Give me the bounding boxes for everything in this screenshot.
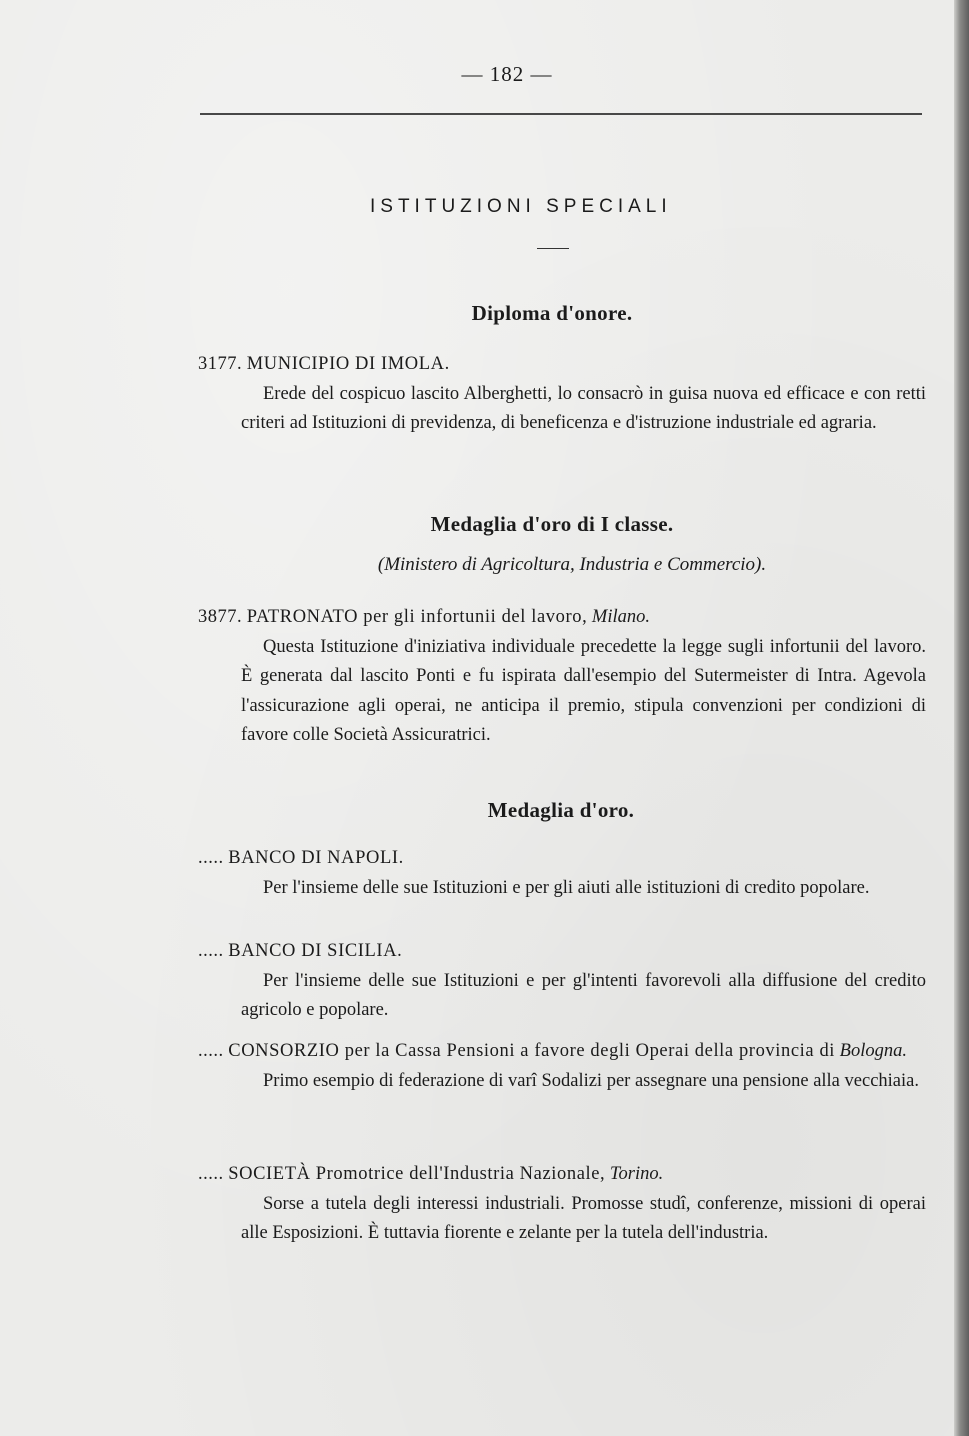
entry-headline — [198, 1037, 926, 1067]
ministry-note: (Ministero di Agricoltura, Industria e Commercio). — [377, 554, 767, 575]
entry-place: Bologna. — [839, 1041, 907, 1061]
entry-description: Per l'insieme delle sue Istituzioni e per gli aiuti alle istituzioni di credito popolare. — [263, 877, 870, 898]
entry-description: Erede del cospicuo lascito Alberghetti, lo consacrò in guisa nuova ed efficace e con retti criteri ad Istituzioni di previdenza, di beneficenza e d'istruzione industriale ed agraria. — [241, 383, 926, 433]
entry-name: BANCO DI NAPOLI. — [228, 848, 404, 868]
entry-description: Per l'insieme delle sue Istituzioni e per gl'intenti favorevoli alla diffusione del credito agricolo e popolare. — [241, 970, 926, 1020]
page-number: — 182 — — [461, 62, 553, 86]
entry-number: ..... — [198, 848, 224, 868]
section-divider — [537, 248, 569, 249]
entry-number: ..... — [198, 1164, 224, 1184]
entry-number: 3877. — [198, 607, 243, 627]
entry-name: BANCO DI SICILIA. — [228, 941, 403, 961]
entry-banco-sicilia — [198, 937, 926, 1026]
entry-description: Sorse a tutela degli interessi industriali. Promosse studî, conferenze, missioni di operai alle Esposizioni. È tuttavia fiorente e zelante per la tutela dell'industria. — [241, 1193, 926, 1243]
entry-number: ..... — [198, 1041, 224, 1061]
entry-place: Torino. — [609, 1164, 664, 1184]
entry-number: ..... — [198, 941, 224, 961]
page-edge-shadow — [954, 0, 969, 1436]
award-gold-first-class-heading: Medaglia d'oro di I classe. — [430, 512, 674, 536]
entry-description: Questa Istituzione d'iniziativa individuale precedette la legge sugli infortunii del lavoro. È generata dal lascito Ponti e fu ispirata dall'esempio del Sutermeister di Intra. Agevola l'assicurazione agli operai, ne anticipa il premio, stipula convenzioni per condizioni di favore colle Società Assicuratrici. — [241, 636, 926, 745]
award-diploma-heading: Diploma d'onore. — [471, 301, 633, 325]
entry-headline — [198, 937, 926, 967]
entry-headline — [198, 844, 926, 874]
entry-name: CONSORZIO per la Cassa Pensioni a favore degli Operai della provincia di — [228, 1041, 836, 1061]
entry-number: 3177. — [198, 354, 243, 374]
entry-description: Primo esempio di federazione di varî Sodalizi per assegnare una pensione alla vecchiaia. — [263, 1070, 919, 1091]
entry-headline — [198, 1160, 926, 1190]
entry-name: PATRONATO per gli infortunii del lavoro, — [246, 607, 588, 627]
entry-name: SOCIETÀ Promotrice dell'Industria Nazionale, — [228, 1164, 606, 1184]
entry-name: MUNICIPIO DI IMOLA. — [246, 354, 450, 374]
header-rule — [200, 113, 922, 115]
entry-patronato-milano — [198, 603, 926, 751]
entry-consorzio-bologna — [198, 1037, 926, 1096]
entry-societa-torino — [198, 1160, 926, 1249]
entry-headline — [198, 603, 926, 633]
entry-headline — [198, 350, 926, 380]
entry-place: Milano. — [591, 607, 650, 627]
entry-banco-napoli — [198, 844, 926, 903]
entry-municipio-imola — [198, 350, 926, 439]
section-title: ISTITUZIONI SPECIALI — [370, 196, 672, 217]
award-gold-heading: Medaglia d'oro. — [487, 798, 635, 822]
